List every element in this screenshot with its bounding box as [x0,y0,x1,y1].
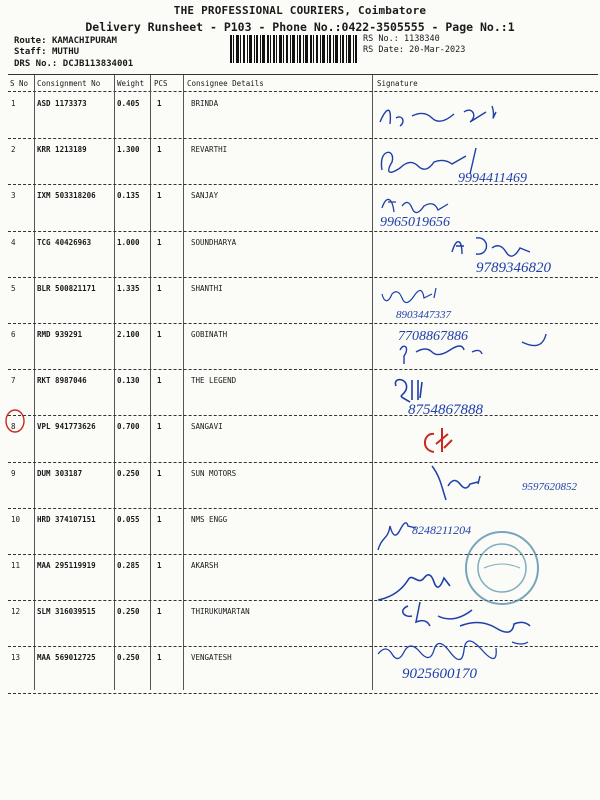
col-divider [183,75,184,690]
row-consignee: SANGAVI [191,422,223,431]
rs-no-label: RS No.: [363,34,399,44]
row-consignee: AKARSH [191,561,219,570]
row-consignee: REVARTHI [191,145,228,154]
signature-5-phone: 8903447337 [396,309,451,321]
signature-7-phone: 8754867888 [408,402,483,418]
rs-date-value: 20-Mar-2023 [409,45,466,55]
row-consignment-no: RMD 939291 [37,330,83,339]
signature-5 [372,280,598,324]
row-pcs: 1 [157,376,162,385]
row-pcs: 1 [157,653,162,662]
row-consignee: VENGATESH [191,653,232,662]
row-weight: 0.250 [117,607,140,616]
col-header-consignment: Consignment No [37,79,101,88]
row-consignment-no: RKT 8987046 [37,376,87,385]
row-pcs: 1 [157,422,162,431]
row-divider [8,138,598,139]
row-consignee: THE LEGEND [191,376,237,385]
signature-3 [372,188,598,232]
signature-13 [372,636,598,680]
row-pcs: 1 [157,99,162,108]
row-sno: 3 [11,191,16,200]
row-consignee: THIRUKUMARTAN [191,607,250,616]
signature-2-phone: 9994411469 [458,171,527,186]
staff-line [14,47,79,57]
row-weight: 1.300 [117,145,140,154]
row-weight: 1.000 [117,238,140,247]
rs-date-line [363,45,465,55]
row-weight: 0.135 [117,191,140,200]
row-sno: 10 [11,515,21,524]
row-pcs: 1 [157,330,162,339]
row-sno: 1 [11,99,16,108]
signature-9 [372,462,598,506]
row-sno: 13 [11,653,21,662]
rs-date-label: RS Date: [363,45,404,55]
row-pcs: 1 [157,284,162,293]
row-divider [8,693,598,694]
row-pcs: 1 [157,469,162,478]
row-weight: 0.250 [117,653,140,662]
rs-no-line [363,34,440,44]
row-sno: 8 [11,422,16,431]
row-weight: 0.055 [117,515,140,524]
route-line [14,36,117,46]
row-consignee: BRINDA [191,99,219,108]
row-consignment-no: MAA 569012725 [37,653,96,662]
runsheet-subtitle: Delivery Runsheet - P103 - Phone No.:0422-3505555 - Page No.:1 [85,20,515,34]
row-pcs: 1 [157,607,162,616]
row-pcs: 1 [157,561,162,570]
row-sno: 4 [11,238,16,247]
route-label: Route: [14,36,47,46]
signature-9-phone: 9597620852 [522,481,577,493]
row-consignment-no: IXM 503318206 [37,191,96,200]
company-title: THE PROFESSIONAL COURIERS, Coimbatore [173,4,427,17]
row-weight: 0.700 [117,422,140,431]
staff-value: MUTHU [51,47,80,57]
row-consignment-no: BLR 500821171 [37,284,96,293]
signature-1 [372,94,598,138]
col-divider [114,75,115,690]
col-header-consignee: Consignee Details [187,79,264,88]
circled-mark [4,408,26,434]
row-sno: 7 [11,376,16,385]
col-header-weight: Weight [117,79,145,88]
drs-label: DRS No.: [14,59,58,69]
row-pcs: 1 [157,145,162,154]
row-sno: 11 [11,561,21,570]
rs-no-value: 1138340 [403,34,440,44]
signature-7 [372,370,598,418]
row-consignment-no: ASD 1173373 [37,99,87,108]
signature-4-phone: 9789346820 [476,260,551,276]
signature-10-phone: 8248211204 [412,523,472,537]
row-consignment-no: HRD 374107151 [37,515,96,524]
signature-2 [372,140,598,184]
row-sno: 6 [11,330,16,339]
row-consignment-no: SLM 316039515 [37,607,96,616]
row-sno: 12 [11,607,21,616]
barcode [230,35,358,63]
signature-13-phone: 9025600170 [402,666,477,682]
row-weight: 2.100 [117,330,140,339]
col-divider [150,75,151,690]
row-divider [8,508,598,509]
col-header-signature: Signature [377,79,418,88]
signature-4 [372,232,598,276]
signature-3-phone: 9965019656 [380,215,450,230]
row-weight: 1.335 [117,284,140,293]
row-weight: 0.405 [117,99,140,108]
row-consignee: SOUNDHARYA [191,238,237,247]
row-sno: 5 [11,284,16,293]
row-pcs: 1 [157,515,162,524]
drs-value: DCJB113834001 [62,59,134,69]
drs-line [14,59,133,69]
col-divider [34,75,35,690]
row-sno: 9 [11,469,16,478]
row-weight: 0.130 [117,376,140,385]
row-consignment-no: KRR 1213189 [37,145,87,154]
row-consignment-no: VPL 941773626 [37,422,96,431]
row-sno: 2 [11,145,16,154]
row-weight: 0.250 [117,469,140,478]
signature-8 [372,420,598,464]
route-value: KAMACHIPURAM [51,36,117,46]
row-weight: 0.285 [117,561,140,570]
row-consignee: NMS ENGG [191,515,228,524]
table-top-border [8,74,598,75]
header-divider [8,91,598,92]
row-pcs: 1 [157,191,162,200]
company-stamp [462,528,542,608]
row-consignee: SANJAY [191,191,219,200]
row-consignment-no: MAA 295119919 [37,561,96,570]
signature-6-phone: 7708867886 [398,329,468,344]
col-header-sno: S No [10,79,29,88]
row-divider [8,277,598,278]
row-consignee: GOBINATH [191,330,228,339]
row-pcs: 1 [157,238,162,247]
col-header-pcs: PCS [154,79,168,88]
row-consignment-no: DUM 303187 [37,469,83,478]
row-consignee: SUN MOTORS [191,469,237,478]
row-divider [8,415,598,416]
row-consignee: SHANTHI [191,284,223,293]
row-consignment-no: TCG 40426963 [37,238,92,247]
staff-label: Staff: [14,47,47,57]
signature-6 [372,322,598,366]
